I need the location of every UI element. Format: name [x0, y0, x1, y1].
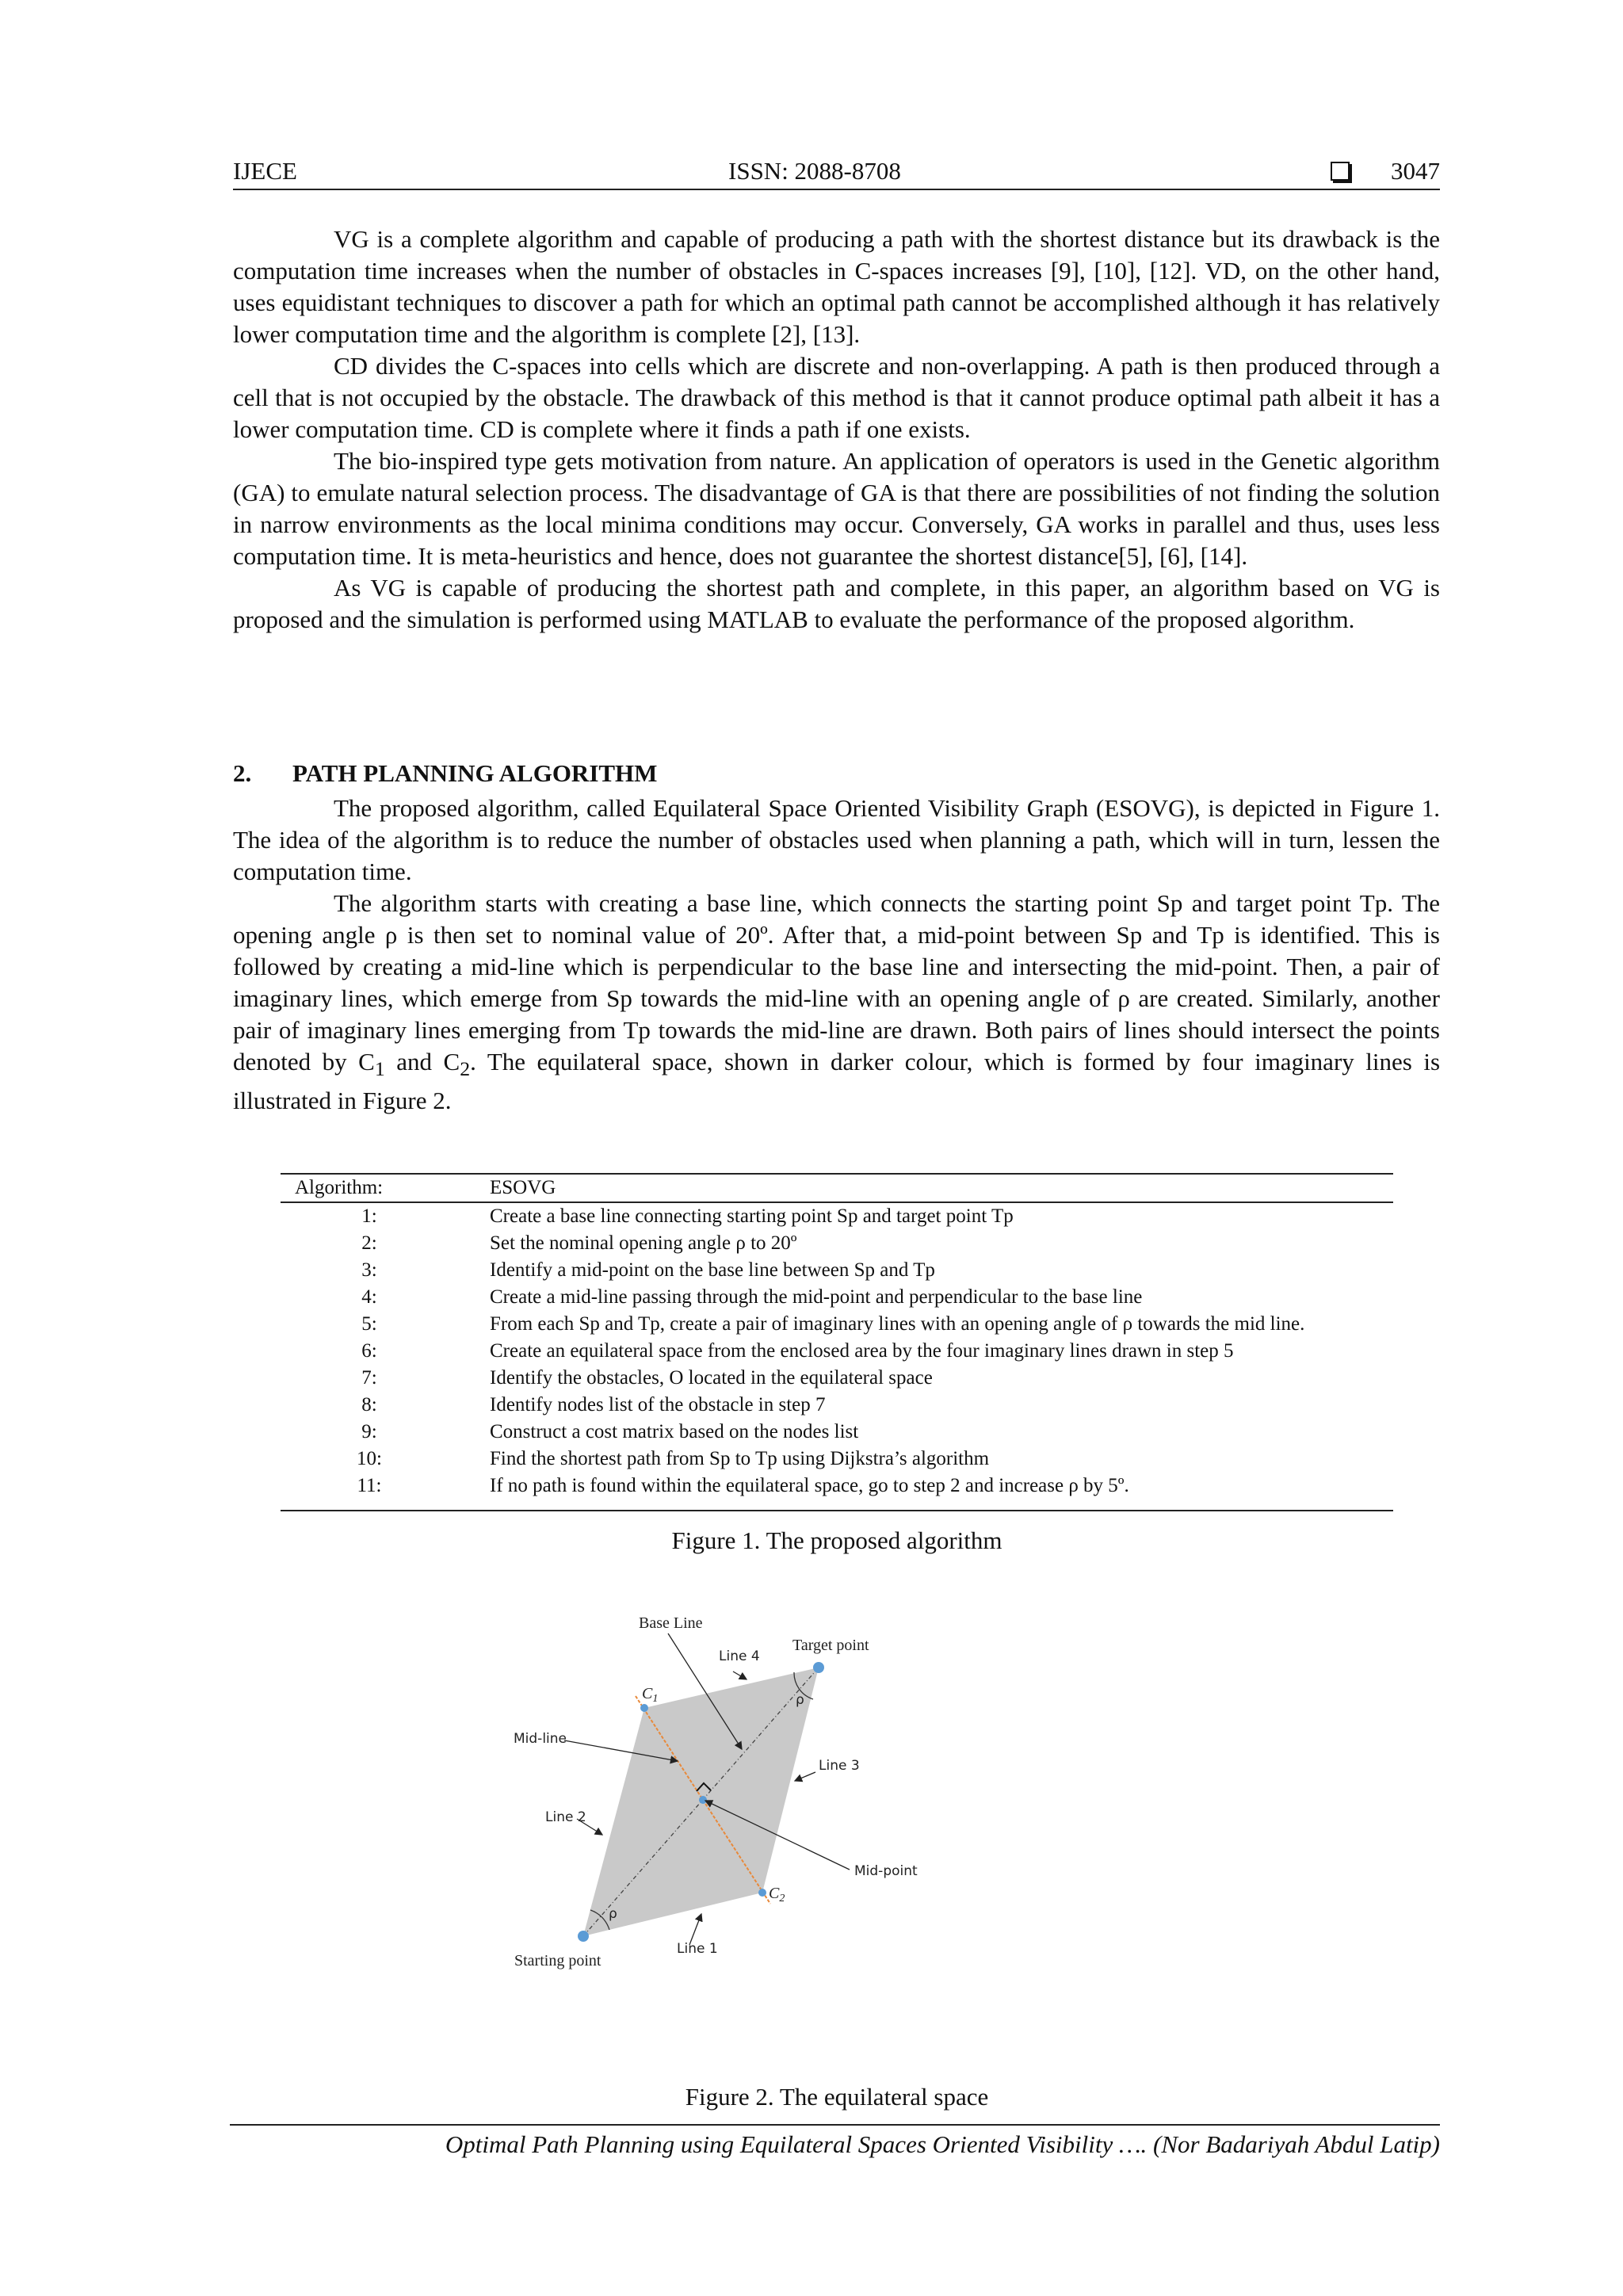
- label-mid-point: Mid-point: [854, 1863, 918, 1879]
- algorithm-label: Algorithm:: [295, 1177, 384, 1198]
- step-text: From each Sp and Tp, create a pair of imaginary lines with an opening angle of ρ towards the mid line.: [490, 1313, 1305, 1335]
- step-text: Create an equilateral space from the enclosed area by the four imaginary lines drawn in step 5: [490, 1340, 1234, 1362]
- label-line3: Line 3: [819, 1758, 860, 1774]
- step-number: 10:: [357, 1448, 382, 1469]
- paragraph: As VG is capable of producing the shortest path and complete, in this paper, an algorithm based on VG is proposed and the simulation is performed using MATLAB to evaluate the performance of the proposed algorithm.: [233, 574, 1440, 633]
- journal-name: IJECE: [233, 157, 297, 185]
- step-text: Construct a cost matrix based on the nodes list: [490, 1421, 859, 1442]
- step-text: Identify nodes list of the obstacle in step 7: [490, 1394, 826, 1415]
- step-text: Identify a mid-point on the base line between Sp and Tp: [490, 1259, 935, 1281]
- section-number: 2.: [233, 759, 252, 787]
- step-number: 1:: [361, 1205, 377, 1227]
- step-number: 11:: [357, 1475, 382, 1496]
- paragraph: CD divides the C-spaces into cells which are discrete and non-overlapping. A path is then produced through a cell that is not occupied by the obstacle. The drawback of this method is that it cannot produce optimal path albeit it has a lower computation time. CD is complete where it finds a path if one exists.: [233, 352, 1440, 443]
- c1-point: [640, 1704, 648, 1712]
- text: . The equilateral space, shown in darker colour, which is formed by four imaginary lines is illustrated in Figure 2.: [233, 1048, 1441, 1115]
- running-footer: Optimal Path Planning using Equilateral Spaces Oriented Visibility …. (Nor Badariyah Abdul Latip): [230, 2124, 1440, 2159]
- step-text: Find the shortest path from Sp to Tp using Dijkstra’s algorithm: [490, 1448, 990, 1469]
- figure2-caption: Figure 2. The equilateral space: [685, 2083, 989, 2111]
- label-line4: Line 4: [719, 1648, 760, 1664]
- step-number: 8:: [361, 1394, 377, 1415]
- label-line2: Line 2: [545, 1809, 586, 1825]
- step-number: 2:: [361, 1232, 377, 1254]
- page-number: 3047: [1391, 157, 1440, 185]
- step-text: Create a mid-line passing through the mid-point and perpendicular to the base line: [490, 1286, 1143, 1308]
- figure1-caption: Figure 1. The proposed algorithm: [671, 1526, 1002, 1554]
- label-starting-point: Starting point: [514, 1952, 601, 1969]
- c2-point: [758, 1889, 766, 1897]
- mid-point: [699, 1796, 707, 1804]
- step-number: 3:: [361, 1259, 377, 1281]
- paragraph: The proposed algorithm, called Equilateral Space Oriented Visibility Graph (ESOVG), is depicted in Figure 1. The idea of the algorithm is to reduce the number of obstacles used when planning a path, which will in turn, lessen the computation time.: [233, 794, 1440, 885]
- issn: ISSN: 2088-8708: [728, 157, 901, 185]
- step-text: Create a base line connecting starting point Sp and target point Tp: [490, 1205, 1014, 1227]
- label-base-line: Base Line: [639, 1614, 703, 1632]
- step-text: Set the nominal opening angle ρ to 20º: [490, 1232, 797, 1254]
- step-text: If no path is found within the equilateral space, go to step 2 and increase ρ by 5º.: [490, 1475, 1129, 1496]
- label-rho-target: ρ: [796, 1692, 804, 1708]
- label-rho-start: ρ: [609, 1906, 617, 1922]
- paragraph: VG is a complete algorithm and capable of producing a path with the shortest distance but its drawback is the computation time increases when the number of obstacles in C-spaces increases [9], [10], [12]. VD, on the other hand, uses equidistant techniques to discover a path for which an optimal path cannot be accomplished although it has relatively lower computation time and the algorithm is complete [2], [13].: [233, 225, 1440, 348]
- target-point: [813, 1662, 824, 1673]
- starting-point: [578, 1931, 589, 1942]
- label-target-point: Target point: [792, 1637, 869, 1654]
- step-number: 7:: [361, 1367, 377, 1389]
- text: The algorithm starts with creating a base line, which connects the starting point Sp and target point Tp. The opening angle ρ is then set to nominal value of 20º. After that, a mid-point between Sp and Tp is identified. This is followed by creating a mid-line which is perpendicular to the base line and intersecting the mid-point. Then, a pair of imaginary lines, which emerge from Sp towards the mid-line with an opening angle of ρ are created. Similarly, another pair of imaginary lines emerging from Tp towards the mid-line are drawn. Both pairs of lines should intersect the points denoted by C: [233, 889, 1440, 1075]
- section-title: PATH PLANNING ALGORITHM: [292, 759, 658, 787]
- step-number: 6:: [361, 1340, 377, 1362]
- paragraph: The bio-inspired type gets motivation from nature. An application of operators is used in the Genetic algorithm (GA) to emulate natural selection process. The disadvantage of GA is that there are possibilities of not finding the solution in narrow environments as the local minima conditions may occur. Conversely, GA works in parallel and thus, uses less computation time. It is meta-heuristics and hence, does not guarantee the shortest distance[5], [6], [14].: [233, 447, 1440, 570]
- label-line1: Line 1: [677, 1941, 718, 1957]
- subscript: 2: [460, 1057, 471, 1081]
- step-number: 4:: [361, 1286, 377, 1308]
- algorithm-name: ESOVG: [490, 1177, 556, 1198]
- label-mid-line: Mid-line: [514, 1731, 567, 1747]
- step-number: 5:: [361, 1313, 377, 1335]
- step-number: 9:: [361, 1421, 377, 1442]
- label-c1: $C_1$: [642, 1685, 659, 1705]
- subscript: 1: [374, 1057, 385, 1081]
- label-c2: $C_2$: [769, 1885, 785, 1904]
- text: and C: [384, 1048, 460, 1075]
- step-text: Identify the obstacles, O located in the equilateral space: [490, 1367, 933, 1389]
